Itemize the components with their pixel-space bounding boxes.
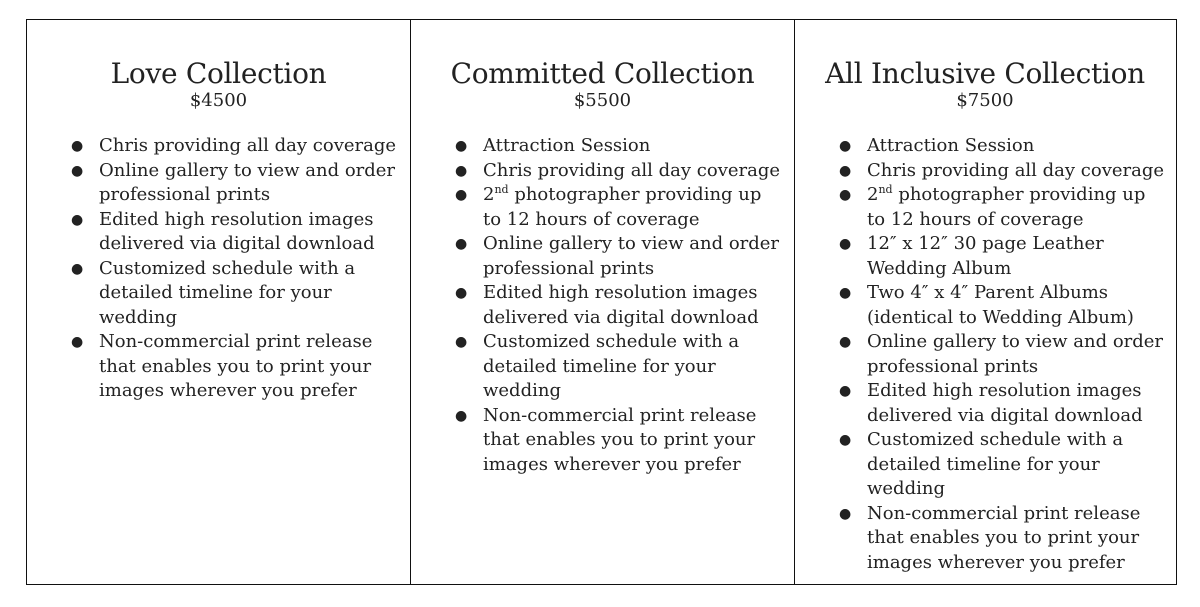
bullet-icon: ● [839,162,852,179]
feature-text: Chris providing all day coverage [483,159,781,181]
bullet-icon: ● [71,334,84,350]
feature-text: professional prints [483,257,655,279]
feature-text: professional prints [867,355,1039,377]
feature-item [411,232,794,281]
feature-text: 2nd photographer providing up [867,183,1146,205]
feature-text: detailed timeline for your [483,355,716,377]
feature-list [411,134,794,477]
feature-item [795,502,1175,576]
feature-text: to 12 hours of coverage [483,208,700,230]
feature-text: Online gallery to view and order [867,331,1164,352]
feature-item [795,281,1175,330]
feature-text: Non-commercial print release [867,502,1141,524]
feature-text: Online gallery to view and order [483,233,780,254]
feature-item [411,330,794,404]
bullet-icon: ● [71,162,84,179]
bullet-icon: ● [839,236,852,252]
collection-price: $4500 [189,90,248,111]
feature-item [27,208,410,257]
bullet-icon: ● [455,162,468,179]
bullet-icon: ● [839,138,852,154]
bullet-icon: ● [455,138,468,154]
feature-text: professional prints [99,184,271,205]
feature-text: Chris providing all day coverage [99,135,397,156]
bullet-icon: ● [839,432,852,448]
feature-text: Attraction Session [867,135,1035,156]
feature-list [27,134,410,404]
collection-column-all-inclusive [794,20,1175,584]
feature-text: Edited high resolution images [483,282,758,303]
bullet-icon: ● [839,334,852,350]
feature-text: Customized schedule with a [483,331,740,352]
bullet-icon: ● [71,138,84,154]
feature-item [795,183,1175,232]
feature-text: Two 4″ x 4″ Parent Albums [867,282,1109,303]
feature-text: 2nd photographer providing up [483,183,762,205]
feature-text: Attraction Session [483,135,651,156]
feature-item [411,281,794,330]
feature-text: wedding [483,380,561,401]
feature-item [27,159,410,208]
feature-item [411,404,794,478]
feature-text: images wherever you prefer [867,551,1125,573]
feature-item [411,134,794,159]
feature-text: that enables you to print your [483,429,756,450]
feature-text: to 12 hours of coverage [867,208,1084,230]
feature-item [795,134,1175,159]
feature-text: (identical to Wedding Album) [867,306,1134,328]
bullet-icon: ● [839,187,852,203]
feature-item [795,379,1175,428]
collection-column-love [27,20,410,584]
feature-text: delivered via digital download [867,404,1143,426]
feature-text: Wedding Album [867,257,1012,279]
collection-price: $5500 [573,90,632,111]
feature-item [27,330,410,404]
feature-item [795,232,1175,281]
collection-title: Committed Collection [450,57,755,90]
feature-text: images wherever you prefer [483,453,741,475]
feature-text: Non-commercial print release [483,404,757,426]
bullet-icon: ● [455,334,468,350]
feature-item [795,330,1175,379]
feature-text: Edited high resolution images [867,380,1142,401]
bullet-icon: ● [71,260,84,277]
feature-text: Customized schedule with a [867,429,1124,450]
collection-title: Love Collection [110,57,327,90]
feature-item [27,257,410,331]
bullet-icon: ● [839,383,852,399]
feature-text: delivered via digital download [99,233,375,254]
bullet-icon: ● [455,187,468,203]
feature-text: that enables you to print your [99,355,372,377]
feature-text: Customized schedule with a [99,257,356,279]
collection-title: All Inclusive Collection [825,57,1145,90]
feature-text: images wherever you prefer [99,380,357,401]
feature-item [411,183,794,232]
feature-item [411,159,794,184]
feature-text: Online gallery to view and order [99,159,396,181]
bullet-icon: ● [455,407,468,424]
feature-text: wedding [867,478,945,499]
bullet-icon: ● [839,505,852,522]
bullet-icon: ● [839,285,852,301]
feature-text: detailed timeline for your [867,453,1100,475]
collection-price: $7500 [956,90,1014,111]
feature-text: that enables you to print your [867,527,1140,548]
feature-item [795,428,1175,502]
pricing-table [26,19,1177,585]
collection-column-committed [410,20,794,584]
feature-text: 12″ x 12″ 30 page Leather [867,233,1104,254]
feature-text: wedding [99,306,177,328]
feature-list [795,134,1175,575]
feature-text: Chris providing all day coverage [867,159,1165,181]
feature-text: delivered via digital download [483,306,759,328]
feature-text: detailed timeline for your [99,282,332,303]
feature-text: Edited high resolution images [99,208,374,230]
feature-item [795,159,1175,184]
bullet-icon: ● [455,285,468,301]
bullet-icon: ● [455,236,468,252]
feature-text: Non-commercial print release [99,331,373,352]
bullet-icon: ● [71,211,84,228]
feature-item [27,134,410,159]
